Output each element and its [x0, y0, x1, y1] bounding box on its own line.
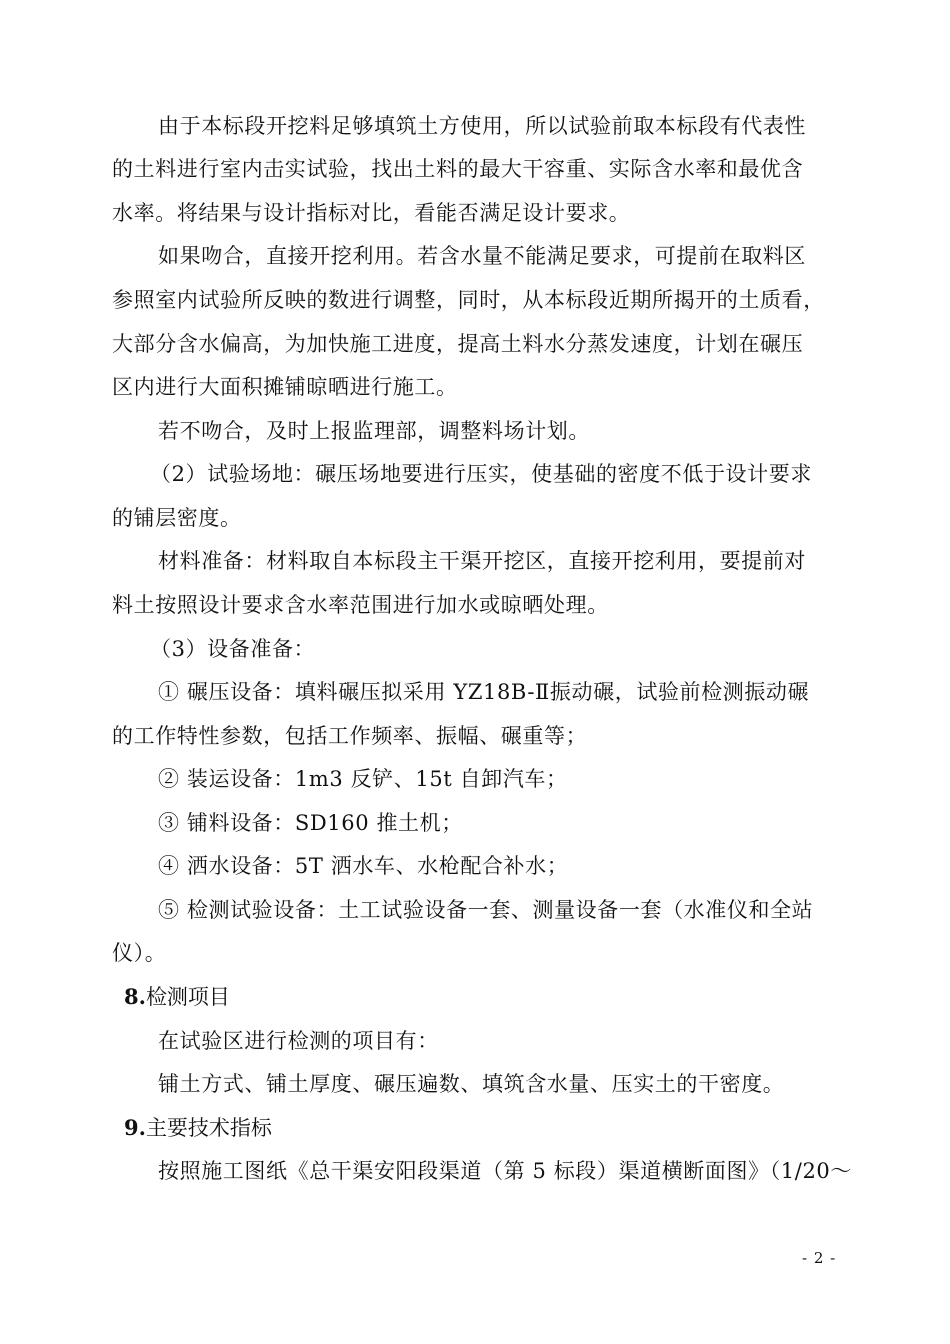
paragraph-line: 仪）。 [112, 941, 167, 965]
paragraph-line: 如果吻合，直接开挖利用。若含水量不能满足要求，可提前在取料区 [158, 244, 806, 268]
section-number: 8. [124, 984, 146, 1009]
list-item: ⑤ 检测试验设备：土工试验设备一套、测量设备一套（水准仪和全站 [158, 898, 814, 922]
list-item: ③ 铺料设备：SD160 推土机； [158, 811, 463, 835]
list-item: ① 碾压设备：填料碾压拟采用 YZ18B-Ⅱ振动碾，试验前检测振动碾 [158, 680, 810, 704]
paragraph-line: 料土按照设计要求含水率范围进行加水或晾晒处理。 [112, 593, 609, 617]
paragraph-line: 在试验区进行检测的项目有： [158, 1029, 439, 1053]
paragraph-line: 的工作特性参数，包括工作频率、振幅、碾重等； [112, 724, 588, 748]
paragraph-line: 按照施工图纸《总干渠安阳段渠道（第 5 标段）渠道横断面图》（1/20～ [158, 1159, 852, 1183]
section-heading-9 [124, 1114, 272, 1142]
paragraph-line: 水率。将结果与设计指标对比，看能否满足设计要求。 [112, 201, 631, 225]
paragraph-line: （3）设备准备： [150, 637, 316, 661]
paragraph-line: 大部分含水偏高，为加快施工进度，提高土料水分蒸发速度，计划在碾压 [112, 332, 804, 356]
paragraph-line: （2）试验场地：碾压场地要进行压实，使基础的密度不低于设计要求 [150, 462, 812, 486]
paragraph-line: 若不吻合，及时上报监理部，调整料场计划。 [158, 419, 590, 443]
section-title: 主要技术指标 [145, 1116, 272, 1140]
paragraph-line: 材料准备：材料取自本标段主干渠开挖区，直接开挖利用，要提前对 [158, 549, 806, 573]
paragraph-line: 的土料进行室内击实试验，找出土料的最大干容重、实际含水率和最优含 [112, 157, 804, 181]
section-heading-8 [124, 983, 230, 1011]
section-number: 9. [124, 1115, 146, 1140]
paragraph-line: 由于本标段开挖料足够填筑土方使用，所以试验前取本标段有代表性 [158, 114, 806, 138]
list-item: ④ 洒水设备：5T 洒水车、水枪配合补水； [158, 854, 569, 878]
paragraph-line: 参照室内试验所反映的数进行调整，同时，从本标段近期所揭开的土质看， [112, 288, 825, 312]
paragraph-line: 区内进行大面积摊铺晾晒进行施工。 [112, 375, 458, 399]
page-number: - 2 - [802, 1249, 837, 1267]
list-item: ② 装运设备：1m3 反铲、15t 自卸汽车； [158, 767, 568, 791]
paragraph-line: 的铺层密度。 [112, 506, 242, 530]
paragraph-line: 铺土方式、铺土厚度、碾压遍数、填筑含水量、压实土的干密度。 [158, 1072, 785, 1096]
section-title: 检测项目 [145, 985, 230, 1009]
